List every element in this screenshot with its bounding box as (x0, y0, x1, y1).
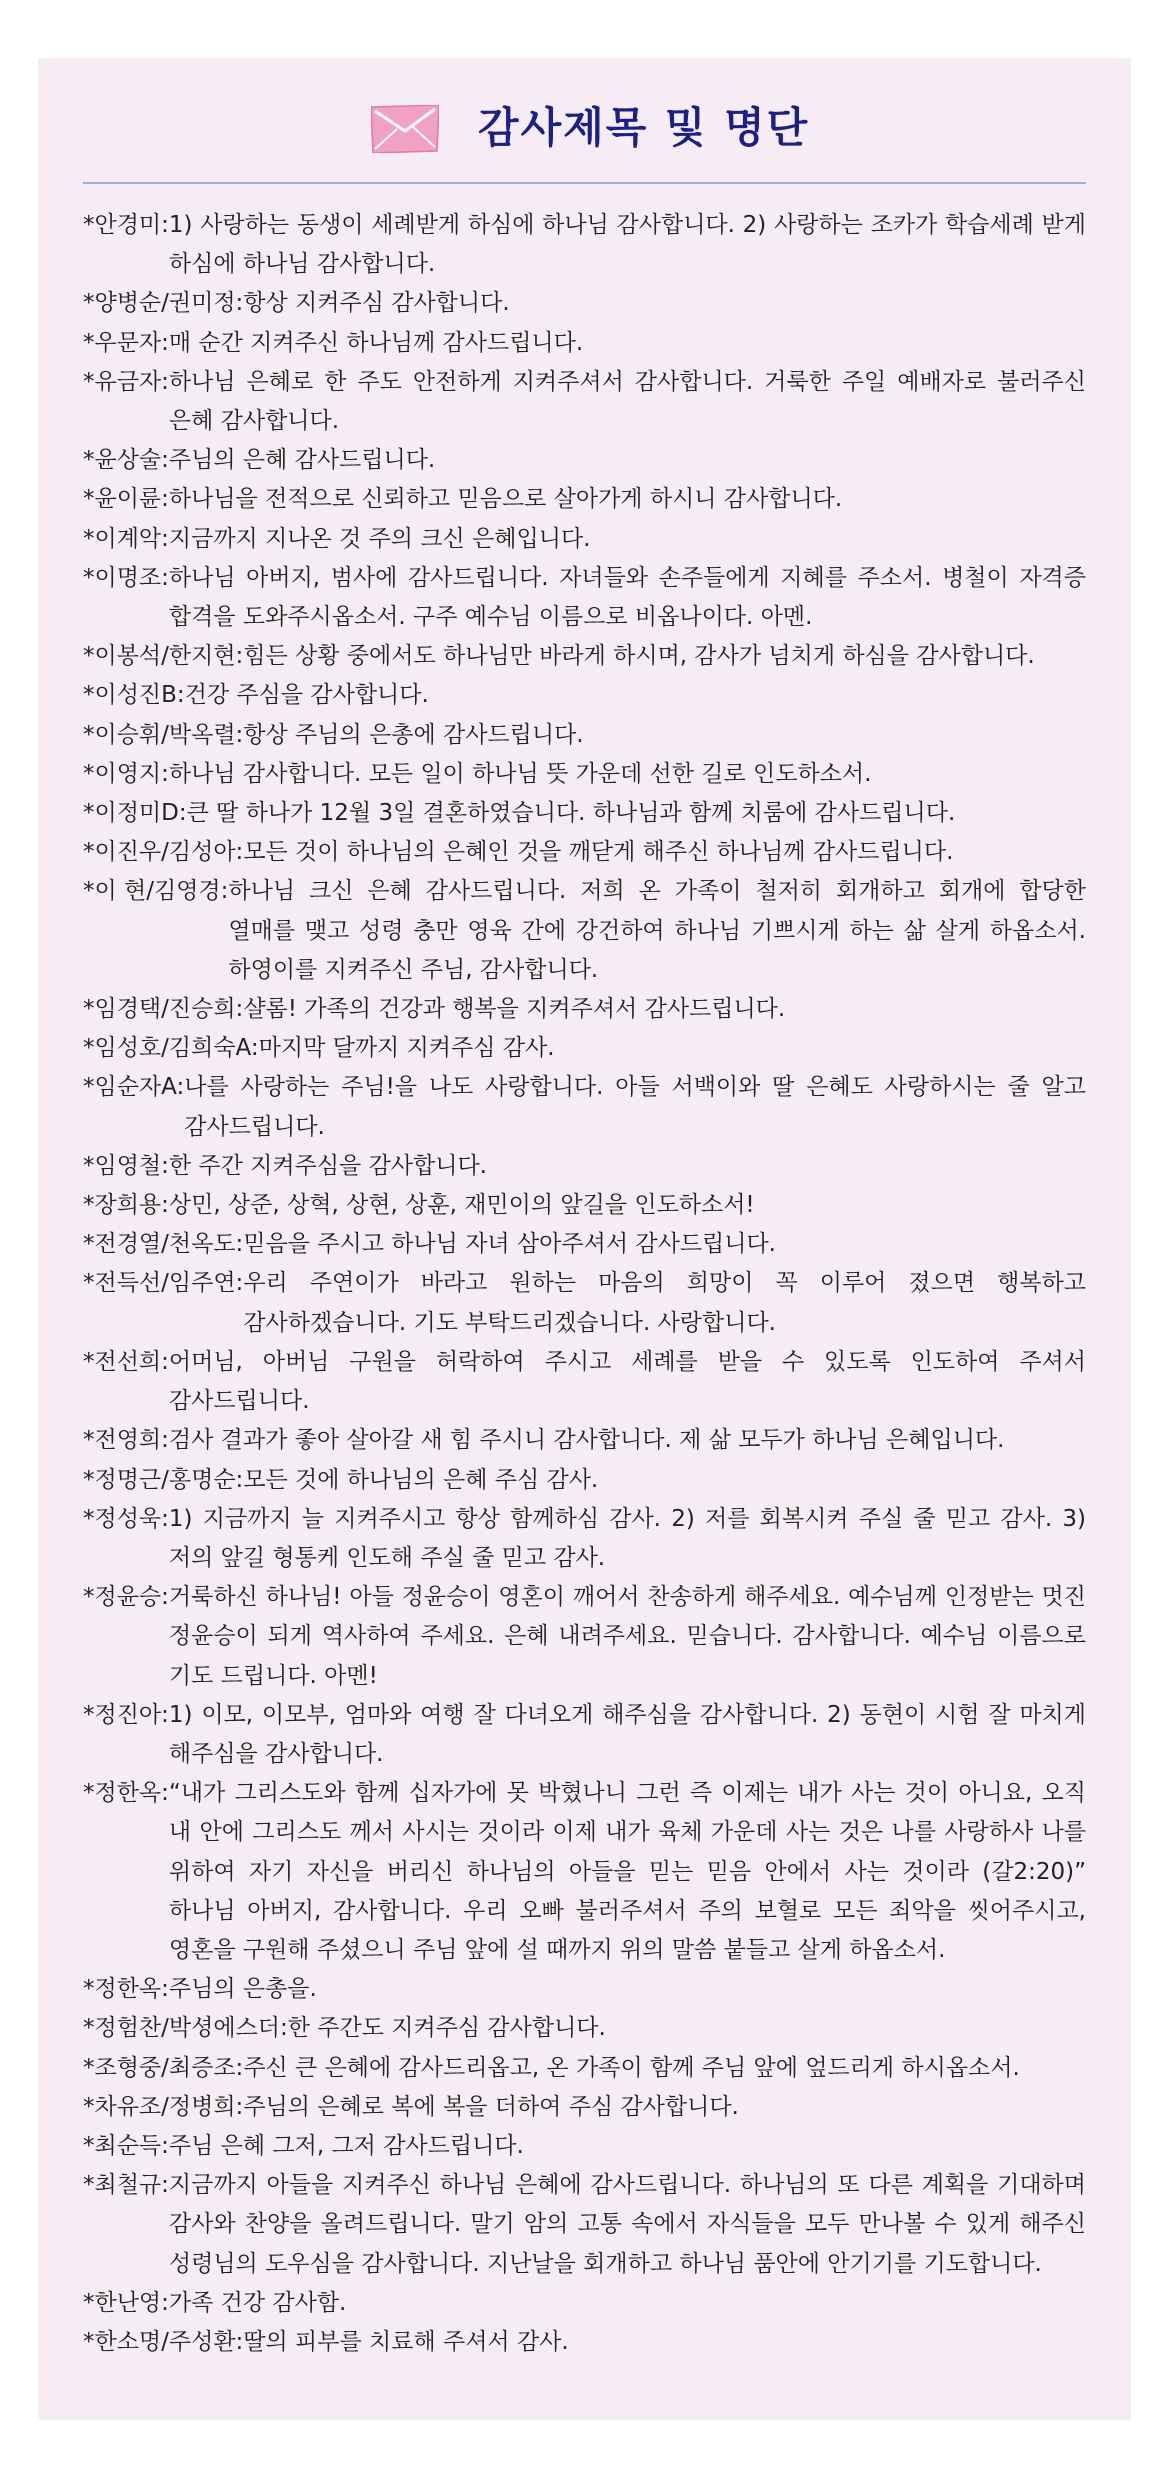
entry-text: 1) 지금까지 늘 지켜주시고 항상 함께하심 감사. 2) 저를 회복시켜 주실 줄 믿고 감사. 3) 저의 앞길 형통케 인도해 주실 줄 믿고 감사. (168, 1505, 1086, 1571)
entry-name: *윤이륜: (83, 486, 169, 513)
entry-text: 주님 은혜 그저, 그저 감사드립니다. (168, 2132, 524, 2159)
entry-name: *장희용: (83, 1192, 169, 1219)
entry-text: 주님의 은혜 감사드립니다. (168, 447, 436, 474)
entry-name: *정명근/홍명순: (83, 1466, 244, 1493)
entry-name: *이성진B: (83, 682, 185, 709)
entry-name: *이정미D: (83, 800, 187, 827)
entry-name: *이계악: (83, 525, 169, 552)
thanks-entry (83, 716, 1086, 755)
thanks-entry (83, 206, 1086, 284)
page-title: 감사제목 및 명단 (478, 103, 810, 152)
entry-text: 1) 이모, 이모부, 엄마와 여행 잘 다녀오게 해주심을 감사합니다. 2) 동현이 시험 잘 마치게 해주심을 감사합니다. (168, 1701, 1086, 1767)
entry-text: 모든 것이 하나님의 은혜인 것을 깨닫게 해주신 하나님께 감사드립니다. (243, 839, 954, 866)
thanks-entry (83, 872, 1086, 990)
entry-name: *정윤승: (83, 1584, 169, 1611)
thanks-entry (83, 363, 1086, 441)
thanks-entry (83, 1186, 1086, 1225)
entry-name: *이봉석/한지현: (83, 643, 244, 670)
thanks-entry (83, 1774, 1086, 1970)
entry-text: 하나님을 전적으로 신뢰하고 믿음으로 살아가게 하시니 감사합니다. (168, 486, 843, 513)
entry-name: *임성호/김희숙A: (83, 1035, 259, 1062)
thanks-entry (83, 324, 1086, 363)
envelope-icon (371, 105, 439, 153)
entry-text: 한 주간 지켜주심을 감사합니다. (168, 1152, 487, 1179)
entry-text: 지금까지 아들을 지켜주신 하나님 은혜에 감사드립니다. 하나님의 또 다른 계획을 기대하며 감사와 찬양을 올려드립니다. 말기 암의 고통 속에서 자식들을 모두 만나볼 수 있게 해주신 성령님의 도우심을 감사합니다. 지난날을 회개하고 하나님 품안에 안기기를 기도합니다. (168, 2172, 1086, 2277)
entry-name: *유금자: (83, 368, 169, 395)
entry-text: 하나님 아버지, 범사에 감사드립니다. 자녀들와 손주들에게 지혜를 주소서. 병철이 자격증 합격을 도와주시옵소서. 구주 예수님 이름으로 비옵나이다. 아멘. (168, 564, 1086, 631)
entry-name: *임경택/진승희: (83, 996, 244, 1023)
entry-text: 어머님, 아버님 구원을 허락하여 주시고 세례를 받을 수 있도록 인도하여 주셔서 감사드립니다. (168, 1348, 1086, 1415)
entry-name: *조형중/최증조: (83, 2054, 244, 2081)
entry-name: *윤상술: (83, 447, 169, 474)
thanks-entry (83, 1970, 1086, 2009)
entry-name: *한난영: (83, 2289, 169, 2316)
entry-name: *이승휘/박옥렬: (83, 721, 244, 748)
entry-name: *정한옥: (83, 1976, 169, 2003)
entry-text: 샬롬! 가족의 건강과 행복을 지켜주셔서 감사드립니다. (243, 996, 786, 1023)
entry-name: *차유조/정병희: (83, 2093, 244, 2120)
thanks-entry (83, 2127, 1086, 2166)
entry-text: 가족 건강 감사함. (168, 2289, 347, 2316)
entry-text: 1) 사랑하는 동생이 세례받게 하심에 하나님 감사합니다. 2) 사랑하는 조카가 학습세례 받게 하심에 하나님 감사합니다. (168, 212, 1086, 278)
thanks-entry (83, 2166, 1086, 2284)
entry-name: *정험찬/박셩에스더: (83, 2015, 288, 2042)
thanks-entry (83, 2009, 1086, 2048)
thanks-entry (83, 2088, 1086, 2127)
entry-text: 우리 주연이가 바라고 원하는 마음의 희망이 꼭 이루어 졌으면 행복하고 감사하겠습니다. 기도 부탁드리겠습니다. 사랑합니다. (243, 1270, 1086, 1336)
thanks-entry (83, 480, 1086, 519)
entry-name: *이진우/김성아: (83, 839, 244, 866)
entry-name: *한소명/주성환: (83, 2328, 244, 2355)
thanks-entry (83, 1696, 1086, 1774)
thanks-entry (83, 1147, 1086, 1186)
header (38, 58, 1131, 182)
entry-name: *이명조: (83, 564, 169, 591)
thanks-entry (83, 1421, 1086, 1460)
thanks-list (83, 206, 1086, 2362)
entry-name: *전득선/임주연: (83, 1270, 244, 1297)
thanks-entry (83, 1029, 1086, 1068)
entry-text: 나를 사랑하는 주님!을 나도 사랑합니다. 아들 서백이와 딸 은혜도 사랑하시는 줄 알고 감사드립니다. (184, 1074, 1086, 1140)
entry-text: “내가 그리스도와 함께 십자가에 못 박혔나니 그런 즉 이제는 내가 사는 것이 아니요, 오직 내 안에 그리스도 께서 사시는 것이라 이제 내가 육체 가운데 사는 것은 나를 사랑하사 나를 위하여 자기 자신을 버리신 하나님의 아들을 믿는 믿음 안에서 사는 것이라 (갈2:20)” 하나님 아버지, 감사합니다. 우리 오빠 불러주셔서 주의 보혈로 모든 죄악을 씻어주시고, 영혼을 구원해 주셨으니 주님 앞에 설 때까지 위의 말씀 붙들고 살게 하옵소서. (168, 1780, 1086, 1963)
entry-name: *최철규: (83, 2172, 169, 2199)
entry-text: 모든 것에 하나님의 은혜 주심 감사. (243, 1466, 599, 1493)
entry-name: *임순자A: (83, 1074, 185, 1101)
entry-name: *전영희: (83, 1427, 169, 1454)
thanks-entry (83, 755, 1086, 794)
thanks-entry (83, 1264, 1086, 1342)
entry-text: 마지막 달까지 지켜주심 감사. (258, 1035, 555, 1062)
thanks-entry (83, 1068, 1086, 1146)
thanks-entry (83, 1343, 1086, 1421)
thanks-entry (83, 1461, 1086, 1500)
entry-name: *정진아: (83, 1701, 169, 1728)
entry-name: *안경미: (83, 212, 169, 238)
thanks-entry (83, 1578, 1086, 1696)
thanks-entry (83, 833, 1086, 872)
thanks-entry (83, 284, 1086, 323)
entry-text: 거룩하신 하나님! 아들 정윤승이 영혼이 깨어서 찬송하게 해주세요. 예수님께 인정받는 멋진 정윤승이 되게 역사하여 주세요. 은혜 내려주세요. 믿습니다. 감사합니다. 예수님 이름으로 기도 드립니다. 아멘! (168, 1584, 1086, 1689)
entry-name: *전선희: (83, 1348, 169, 1375)
entry-text: 큰 딸 하나가 12월 3일 결혼하였습니다. 하나님과 함께 치룸에 감사드립니다. (186, 800, 956, 827)
thanks-entry (83, 2284, 1086, 2323)
thanks-entry (83, 2049, 1086, 2088)
entry-text: 하나님 크신 은혜 감사드립니다. 저희 온 가족이 철저히 회개하고 회개에 합당한 열매를 맺고 성령 충만 영육 간에 강건하여 하나님 기쁘시게 하는 삶 살게 하옵소서. 하영이를 지켜주신 주님, 감사합니다. (228, 878, 1086, 983)
thanks-entry (83, 2323, 1086, 2362)
entry-text: 항상 주님의 은총에 감사드립니다. (243, 721, 584, 748)
entry-text: 주님의 은혜로 복에 복을 더하여 주심 감사합니다. (243, 2093, 739, 2120)
entry-name: *우문자: (83, 329, 169, 356)
entry-text: 건강 주심을 감사합니다. (184, 682, 429, 709)
title-divider (83, 182, 1086, 184)
entry-text: 힘든 상황 중에서도 하나님만 바라게 하시며, 감사가 넘치게 하심을 감사합니다. (243, 643, 1035, 670)
thanks-entry (83, 637, 1086, 676)
entry-name: *전경열/천옥도: (83, 1231, 244, 1258)
entry-text: 매 순간 지켜주신 하나님께 감사드립니다. (168, 329, 584, 356)
thanks-entry (83, 559, 1086, 637)
thanks-entry (83, 520, 1086, 559)
entry-name: *이 현/김영경: (83, 878, 229, 905)
entry-text: 지금까지 지나온 것 주의 크신 은혜입니다. (168, 525, 591, 552)
entry-name: *정성욱: (83, 1505, 169, 1532)
entry-text: 딸의 피부를 치료해 주셔서 감사. (243, 2328, 569, 2355)
entry-text: 주님의 은총을. (168, 1976, 317, 2003)
entry-text: 하나님 감사합니다. 모든 일이 하나님 뜻 가운데 선한 길로 인도하소서. (168, 760, 872, 787)
entry-text: 상민, 상준, 상혁, 상현, 상훈, 재민이의 앞길을 인도하소서! (168, 1192, 755, 1219)
entry-text: 검사 결과가 좋아 살아갈 새 힘 주시니 감사합니다. 제 삶 모두가 하나님 은혜입니다. (168, 1427, 1005, 1454)
entry-name: *이영지: (83, 760, 169, 787)
entry-text: 한 주간도 지켜주심 감사합니다. (287, 2015, 606, 2042)
entry-text: 믿음을 주시고 하나님 자녀 삼아주셔서 감사드립니다. (243, 1231, 776, 1258)
entry-text: 항상 지켜주심 감사합니다. (243, 290, 510, 317)
entry-name: *최순득: (83, 2132, 169, 2159)
thanks-entry (83, 990, 1086, 1029)
entry-name: *임영철: (83, 1152, 169, 1179)
entry-text: 주신 큰 은혜에 감사드리옵고, 온 가족이 함께 주님 앞에 엎드리게 하시옵소서. (243, 2054, 1020, 2081)
thanks-panel (38, 58, 1131, 2420)
thanks-entry (83, 1225, 1086, 1264)
entry-name: *양병순/권미정: (83, 290, 244, 317)
thanks-entry (83, 1500, 1086, 1578)
entry-name: *정한옥: (83, 1780, 169, 1807)
thanks-entry (83, 794, 1086, 833)
entry-text: 하나님 은혜로 한 주도 안전하게 지켜주셔서 감사합니다. 거룩한 주일 예배자로 불러주신 은혜 감사합니다. (168, 368, 1086, 435)
thanks-entry (83, 676, 1086, 715)
thanks-entry (83, 441, 1086, 480)
